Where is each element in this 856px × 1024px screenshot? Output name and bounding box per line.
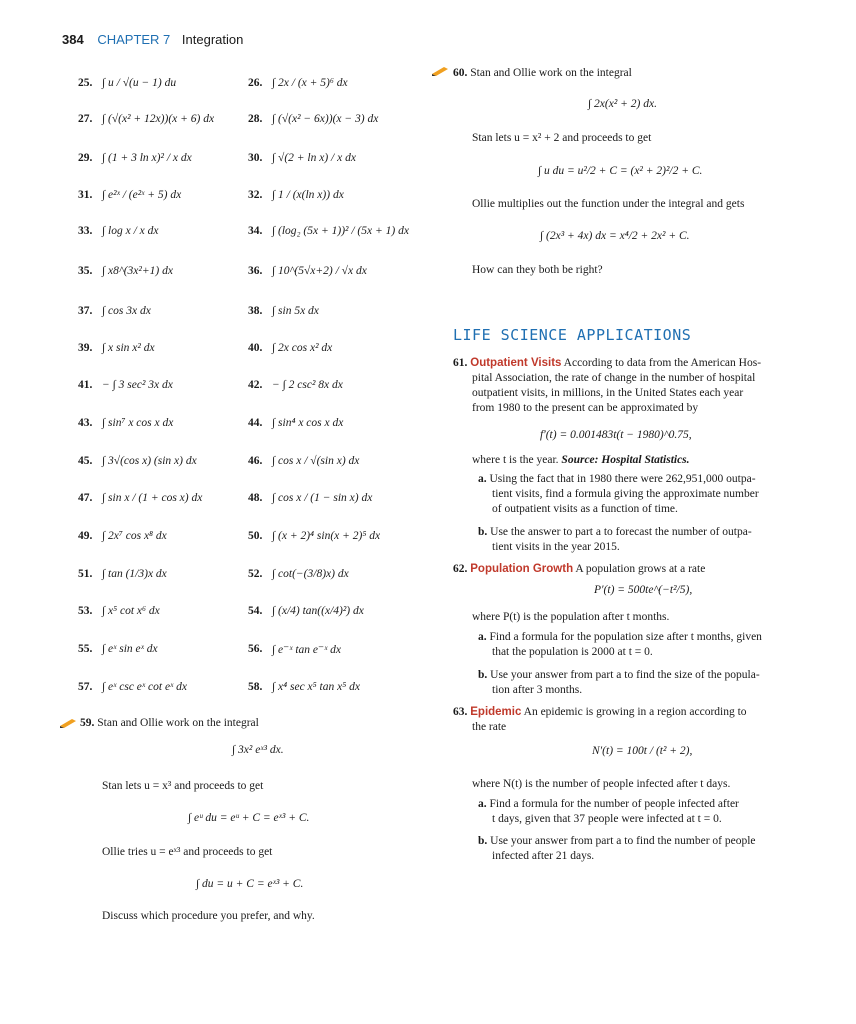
- exercise-expression: ∫ cos 3x dx: [102, 305, 151, 317]
- exercise-item: [78, 104, 214, 134]
- exercise-expression: − ∫ 2 csc² 8x dx: [272, 379, 343, 391]
- exercise-expression: − ∫ 3 sec² 3x dx: [102, 379, 173, 391]
- pencil-icon: [60, 718, 78, 728]
- exercise-expression: ∫ sin⁴ x cos x dx: [272, 417, 344, 429]
- exercise-item: [248, 521, 380, 551]
- exercise-row: [78, 596, 438, 626]
- p61-part-b: b. Use the answer to part a to forecast the number of outpa-: [478, 526, 752, 538]
- exercise-number: 41.: [78, 379, 93, 391]
- p60-integral: ∫ 2x(x² + 2) dx.: [588, 98, 657, 110]
- exercise-expression: ∫ tan (1/3)x dx: [102, 568, 167, 580]
- exercise-expression: ∫ eˣ csc eˣ cot eˣ dx: [102, 681, 188, 693]
- exercise-number: 35.: [78, 265, 93, 277]
- exercise-number: 50.: [248, 530, 263, 542]
- exercise-expression: ∫ eˣ sin eˣ dx: [102, 643, 158, 655]
- exercise-number: 26.: [248, 77, 263, 89]
- p61-part-a-text: of outpatient visits as a function of time.: [492, 503, 678, 515]
- exercise-item: [78, 180, 181, 210]
- problem-63: 63. Epidemic An epidemic is growing in a region according to: [453, 706, 747, 718]
- exercise-number: 36.: [248, 265, 263, 277]
- exercise-item: [248, 672, 360, 702]
- problem-59: 59. Stan and Ollie work on the integral: [80, 717, 259, 729]
- p63-part-a-text: t days, given that 37 people were infected at t = 0.: [492, 813, 722, 825]
- exercise-row: [78, 483, 438, 513]
- exercise-item: [78, 408, 173, 438]
- exercise-expression: ∫ cos x / (1 − sin x) dx: [272, 492, 373, 504]
- p62-where: where P(t) is the population after t months.: [472, 611, 670, 623]
- exercise-number: 34.: [248, 225, 263, 237]
- exercise-expression: ∫ x sin x² dx: [102, 342, 155, 354]
- exercise-item: [248, 143, 356, 173]
- exercise-item: [248, 596, 364, 626]
- exercise-item: [78, 143, 192, 173]
- exercise-expression: ∫ e²ˣ / (e²ˣ + 5) dx: [102, 189, 182, 201]
- p62-eq: P′(t) = 500te^(−t²/5),: [594, 584, 693, 596]
- exercise-item: [248, 408, 343, 438]
- exercise-item: [248, 446, 359, 476]
- exercise-item: [248, 483, 372, 513]
- exercise-expression: ∫ e⁻ˣ tan e⁻ˣ dx: [272, 644, 342, 656]
- exercise-row: [78, 408, 438, 438]
- exercise-expression: ∫ 10^(5√x+2) / √x dx: [272, 265, 367, 277]
- exercise-expression: ∫ 3√(cos x) (sin x) dx: [102, 455, 197, 467]
- p61-part-a: a. Using the fact that in 1980 there were 262,951,000 outpa-: [478, 473, 756, 485]
- p63-part-b-text: infected after 21 days.: [492, 850, 595, 862]
- exercise-number: 52.: [248, 568, 263, 580]
- p61-text: pital Association, the rate of change in the number of hospital: [472, 372, 756, 384]
- p60-stan-eq: ∫ u du = u²/2 + C = (x² + 2)²/2 + C.: [538, 165, 703, 177]
- p61-text: outpatient visits, in millions, in the United States each year: [472, 387, 744, 399]
- exercise-item: [78, 596, 160, 626]
- exercise-expression: ∫ u / √(u − 1) du: [102, 77, 177, 89]
- exercise-expression: ∫ x8^(3x²+1) dx: [102, 265, 173, 277]
- p60-ollie: Ollie multiplies out the function under the integral and gets: [472, 198, 745, 210]
- page-number: 384: [62, 32, 84, 47]
- exercise-item: [78, 68, 176, 98]
- exercise-expression: ∫ x⁵ cot x⁶ dx: [102, 605, 160, 617]
- exercise-number: 44.: [248, 417, 263, 429]
- exercise-expression: ∫ cot(−(3/8)x) dx: [272, 568, 349, 580]
- p63-text: the rate: [472, 721, 507, 733]
- exercise-row: [78, 446, 438, 476]
- exercise-number: 47.: [78, 492, 93, 504]
- pencil-icon: [432, 66, 450, 76]
- problem-60: 60. Stan and Ollie work on the integral: [453, 67, 632, 79]
- exercise-item: [248, 559, 349, 589]
- p60-closing: How can they both be right?: [472, 264, 603, 276]
- exercise-expression: ∫ (x + 2)⁴ sin(x + 2)⁵ dx: [272, 530, 381, 542]
- exercise-expression: ∫ 2x / (x + 5)⁶ dx: [272, 77, 348, 89]
- exercise-number: 46.: [248, 455, 263, 467]
- exercise-number: 25.: [78, 77, 93, 89]
- page-header: [62, 32, 243, 47]
- p61-eq: f′(t) = 0.001483t(t − 1980)^0.75,: [540, 429, 692, 441]
- exercise-item: [248, 256, 367, 286]
- exercise-number: 58.: [248, 681, 263, 693]
- exercise-expression: ∫ (log₂ (5x + 1))² / (5x + 1) dx: [272, 225, 409, 237]
- exercise-item: [248, 104, 378, 134]
- exercise-item: [248, 180, 344, 210]
- exercise-number: 29.: [78, 152, 93, 164]
- exercise-expression: ∫ (√(x² − 6x))(x − 3) dx: [272, 113, 379, 125]
- exercise-expression: ∫ sin x / (1 + cos x) dx: [102, 492, 203, 504]
- exercise-item: [78, 559, 167, 589]
- exercise-item: [78, 216, 158, 246]
- exercise-expression: ∫ 2x⁷ cos x⁸ dx: [102, 530, 167, 542]
- exercise-row: [78, 216, 438, 246]
- problem-61: 61. Outpatient Visits According to data from the American Hos-: [453, 357, 762, 369]
- exercise-number: 30.: [248, 152, 263, 164]
- exercise-number: 55.: [78, 643, 93, 655]
- exercise-item: [78, 370, 173, 400]
- p59-stan: Stan lets u = x³ and proceeds to get: [102, 780, 264, 792]
- exercise-item: [248, 634, 341, 664]
- p59-closing: Discuss which procedure you prefer, and why.: [102, 910, 315, 922]
- p61-part-a-text: tient visits, find a formula giving the approximate number: [492, 488, 759, 500]
- exercise-item: [78, 256, 173, 286]
- exercise-row: [78, 143, 438, 173]
- p62-part-a-text: that the population is 2000 at t = 0.: [492, 646, 653, 658]
- exercise-expression: ∫ sin⁷ x cos x dx: [102, 417, 174, 429]
- exercise-item: [78, 296, 151, 326]
- exercise-item: [248, 68, 348, 98]
- exercise-item: [78, 483, 202, 513]
- exercise-number: 53.: [78, 605, 93, 617]
- p62-part-b: b. Use your answer from part a to find the size of the popula-: [478, 669, 760, 681]
- exercise-number: 57.: [78, 681, 93, 693]
- exercise-number: 39.: [78, 342, 93, 354]
- exercise-row: [78, 672, 438, 702]
- exercise-item: [78, 333, 155, 363]
- p59-ollie: Ollie tries u = eˣ³ and proceeds to get: [102, 846, 273, 858]
- p63-part-b: b. Use your answer from part a to find the number of people: [478, 835, 756, 847]
- exercise-row: [78, 104, 438, 134]
- exercise-number: 45.: [78, 455, 93, 467]
- exercise-expression: ∫ (x/4) tan((x/4)²) dx: [272, 605, 364, 617]
- section-heading: LIFE SCIENCE APPLICATIONS: [453, 326, 692, 344]
- exercise-expression: ∫ x⁴ sec x⁵ tan x⁵ dx: [272, 681, 360, 693]
- exercise-row: [78, 256, 438, 286]
- exercise-item: [78, 634, 158, 664]
- exercise-number: 38.: [248, 305, 263, 317]
- exercise-item: [248, 333, 332, 363]
- exercise-row: [78, 68, 438, 98]
- p59-ollie-eq: ∫ du = u + C = eˣ³ + C.: [196, 878, 304, 890]
- exercise-number: 42.: [248, 379, 263, 391]
- exercise-number: 54.: [248, 605, 263, 617]
- exercise-number: 28.: [248, 113, 263, 125]
- exercise-item: [78, 521, 167, 551]
- exercise-item: [78, 672, 187, 702]
- exercise-row: [78, 634, 438, 664]
- exercise-item: [248, 370, 343, 400]
- exercise-number: 43.: [78, 417, 93, 429]
- exercise-number: 31.: [78, 189, 93, 201]
- exercise-expression: ∫ (1 + 3 ln x)² / x dx: [102, 152, 192, 164]
- p63-where: where N(t) is the number of people infected after t days.: [472, 778, 731, 790]
- exercise-item: [248, 296, 319, 326]
- exercise-item: [248, 216, 409, 246]
- exercise-number: 27.: [78, 113, 93, 125]
- exercise-expression: ∫ 1 / (x(ln x)) dx: [272, 189, 344, 201]
- exercise-row: [78, 521, 438, 551]
- exercise-number: 33.: [78, 225, 93, 237]
- exercise-expression: ∫ log x / x dx: [102, 225, 159, 237]
- exercise-row: [78, 296, 438, 326]
- exercise-number: 56.: [248, 643, 263, 655]
- chapter-title: Integration: [181, 32, 244, 47]
- p62-part-a: a. Find a formula for the population size after t months, given: [478, 631, 762, 643]
- exercise-item: [78, 446, 197, 476]
- exercise-row: [78, 559, 438, 589]
- exercise-number: 51.: [78, 568, 93, 580]
- problem-62: 62. Population Growth A population grows at a rate: [453, 563, 706, 575]
- p60-stan: Stan lets u = x² + 2 and proceeds to get: [472, 132, 652, 144]
- exercise-expression: ∫ √(2 + ln x) / x dx: [272, 152, 356, 164]
- p62-part-b-text: tion after 3 months.: [492, 684, 583, 696]
- exercise-row: [78, 180, 438, 210]
- p60-ollie-eq: ∫ (2x³ + 4x) dx = x⁴/2 + 2x² + C.: [540, 230, 690, 242]
- exercise-number: 49.: [78, 530, 93, 542]
- exercise-number: 40.: [248, 342, 263, 354]
- exercise-row: [78, 370, 438, 400]
- p61-where: where t is the year. Source: Hospital Statistics.: [472, 454, 690, 466]
- p63-part-a: a. Find a formula for the number of people infected after: [478, 798, 739, 810]
- exercise-expression: ∫ (√(x² + 12x))(x + 6) dx: [102, 113, 215, 125]
- p59-stan-eq: ∫ eᵘ du = eᵘ + C = eˣ³ + C.: [188, 812, 310, 824]
- exercise-number: 37.: [78, 305, 93, 317]
- exercise-number: 48.: [248, 492, 263, 504]
- exercise-number: 32.: [248, 189, 263, 201]
- chapter-label: CHAPTER 7: [97, 32, 171, 47]
- exercise-expression: ∫ sin 5x dx: [272, 305, 319, 317]
- exercise-expression: ∫ cos x / √(sin x) dx: [272, 455, 360, 467]
- p63-eq: N′(t) = 100t / (t² + 2),: [592, 745, 693, 757]
- p59-integral: ∫ 3x² eˣ³ dx.: [232, 744, 284, 756]
- exercise-expression: ∫ 2x cos x² dx: [272, 342, 333, 354]
- p61-part-b-text: tient visits in the year 2015.: [492, 541, 620, 553]
- exercise-row: [78, 333, 438, 363]
- p61-text: from 1980 to the present can be approximated by: [472, 402, 699, 414]
